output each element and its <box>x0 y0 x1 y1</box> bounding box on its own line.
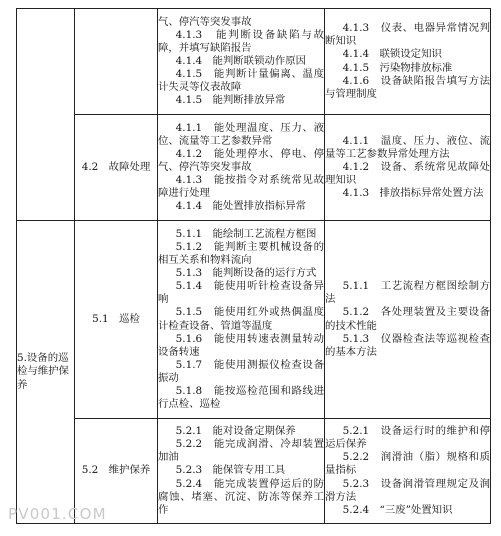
skills-cell <box>158 419 325 524</box>
entry-line: 5.2.4 能完成装置停运后的防腐蚀、堵塞、沉淀、防冻等保养工作 <box>158 477 324 516</box>
entry-line: 5.2.4 “三废”处置知识 <box>342 503 453 516</box>
entry-line: 4.1.1 能处理温度、压力、液位、流量等工艺参数异常 <box>158 121 324 147</box>
entry-line: 5.1.5 能使用红外或热偶温度计检查设备、管道等温度 <box>158 306 324 332</box>
entry-line: 4.1.6 设备缺陷报告填写方法与管理制度 <box>325 74 490 100</box>
entry-line: 5.1.7 能使用测振仪检查设备振动 <box>158 358 324 384</box>
subcategory-cell <box>75 9 158 115</box>
entry-line: 4.1.2 能处理停水、停电、停气、停汽等突发事故 <box>158 147 324 173</box>
knowledge-cell <box>325 221 491 419</box>
entry-line: 4.1.5 污染物排放标准 <box>342 61 453 74</box>
entry-line: 4.1.4 能处置排放指标异常 <box>175 200 307 213</box>
watermark: PV001.COM <box>8 505 107 523</box>
knowledge-cell <box>325 115 491 221</box>
entry-line: 5.2.1 能对设备定期保养 <box>175 425 296 438</box>
entry-line: 4.1.2 设备、系统常见故障处理知识 <box>325 160 490 187</box>
knowledge-cell <box>325 9 491 115</box>
entry-line: 5.1.3 仪器检查法等巡视检查的基本方法 <box>325 332 490 358</box>
entry-line: 4.1.4 能判断联锁动作原因 <box>175 54 307 67</box>
subcategory-cell: 5.1 巡检 <box>75 221 158 419</box>
entry-line: 5.1.6 能使用转速表测量转动设备转速 <box>158 332 324 358</box>
table-row <box>17 221 491 419</box>
knowledge-cell <box>325 419 491 524</box>
entry-line: 4.1.3 能按指令对系统常见故障进行处理 <box>158 174 324 200</box>
skills-cell <box>158 221 325 419</box>
entry-line: 4.1.1 温度、压力、液位、流量等工艺参数异常处理方法 <box>325 134 490 160</box>
entry-line: 5.2.2 能完成润滑、冷却装置加油 <box>158 438 324 464</box>
skills-cell <box>158 115 325 221</box>
subcategory-cell: 5.2 维护保养 <box>75 419 158 524</box>
entry-line: 4.1.5 能判断计量偏离、温度计失灵等仪表故障 <box>158 68 324 94</box>
entry-line: 5.2.3 能保管专用工具 <box>175 464 286 477</box>
entry-line: 5.1.4 能使用听针检查设备异响 <box>158 280 324 306</box>
entry-line: 5.1.3 能判断设备的运行方式 <box>175 267 317 280</box>
category-cell <box>17 9 75 221</box>
entry-line: 5.2.1 设备运行时的维护和停运后保养 <box>325 425 490 451</box>
entry-line: 4.1.3 仪表、电器异常情况判断知识 <box>325 22 490 48</box>
entry-line: 4.1.5 能判断排放异常 <box>175 94 286 107</box>
entry-line: 5.2.2 润滑油（脂）规格和质量指标 <box>325 451 490 477</box>
entry-line: 5.1.8 能按巡检范围和路线进行点检、巡检 <box>158 384 324 411</box>
entry-line: 4.1.3 能判断设备缺陷与故障，并填写缺陷报告 <box>158 28 324 54</box>
entry-line: 5.1.1 工艺流程方框图绘制方法 <box>325 280 490 306</box>
entry-line: 4.1.4 联锁设定知识 <box>342 48 442 61</box>
entry-line: 气、停汽等突发事故 <box>158 15 252 28</box>
entry-line: 5.1.2 各处理装置及主要设备的技术性能 <box>325 306 490 332</box>
entry-line: 5.1.1 能绘制工艺流程方框图 <box>175 227 317 240</box>
category-cell: 5.设备的巡检与维护保养 <box>17 221 75 524</box>
standards-table <box>16 8 491 524</box>
skills-cell <box>158 9 325 115</box>
entry-line: 5.2.3 设备润滑管理规定及润滑方法 <box>325 477 490 503</box>
table-row <box>17 9 491 115</box>
entry-line: 4.1.3 排放指标异常处置方法 <box>342 187 484 200</box>
entry-line: 5.1.2 能判断主要机械设备的相互关系和物料流向 <box>158 240 324 267</box>
table-row <box>17 115 491 221</box>
subcategory-cell: 4.2 故障处理 <box>75 115 158 221</box>
